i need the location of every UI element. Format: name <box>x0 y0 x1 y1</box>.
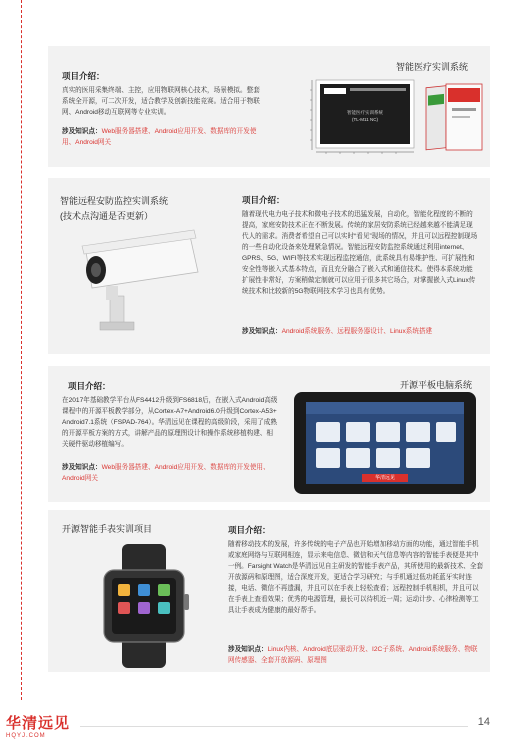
kp-text: Linux内核、Android底层驱动开发、I2C子系统、Android系统服务、物联网传感器、全套开放源码、原理图 <box>228 646 478 664</box>
intro-label: 项目介绍： <box>228 525 271 535</box>
product-boxes-image <box>424 78 486 156</box>
intro-text: 随着移动技术的发展，许多传统的电子产品也开始增加移动方面的功能，通过智能手机或家庭网络与互联网相连，显示来电信息、微信和天气信息等内容的智能手表便是其中一例。Farsight Watch是华清远见自主研发的智能手表产品，其所使用的最新技术、全套开放源码和原理图，适合深度开发，更适合学习研究；与手机通过低功耗蓝牙实时连接，电话、微信不再遗漏，并且可以在手表上轻松查看；远程控制手机相机，并且可以在手表上查看效果；优秀的电源管理，最长可以待机近一周；运动计步、心律检测等工具让手表成为健康的最好帮手。 <box>228 541 484 614</box>
device-label: 智能医疗实训系统 (TL-M11 NC) <box>347 110 383 122</box>
intro-label: 项目介绍： <box>242 195 285 205</box>
kp-label: 涉及知识点： <box>62 128 102 135</box>
intro-label: 项目介绍： <box>62 71 105 81</box>
section-subtitle: (技术点沟通是否更新） <box>60 211 153 221</box>
tablet-brand: 华清远见 <box>374 475 395 481</box>
knowledge-points <box>62 462 274 484</box>
knowledge-points <box>228 644 484 666</box>
section-title: 智能远程安防监控实训系统 <box>60 196 169 206</box>
kp-text: Android系统服务、远程服务器设计、Linux系统搭建 <box>281 328 433 335</box>
kp-text: Web服务器搭建、Android应用开发、数据库的开发使用、Android网关 <box>62 128 257 146</box>
tablet-system-card <box>48 366 490 502</box>
decorative-dashed-line <box>21 0 22 700</box>
intro-text: 真实的医用采集终端、主控，应用物联网核心技术，场景模拟。整套系统全开源，可二次开发，适合教学及创新技能竞赛。适合用于物联网、Android移动互联网等专业实训。 <box>62 87 260 116</box>
logo-text: 华清远见 <box>6 714 71 732</box>
security-system-card <box>48 178 490 354</box>
kp-label: 涉及知识点： <box>228 646 268 653</box>
watch-image <box>96 544 192 668</box>
kp-text: Web服务器搭建、Android应用开发、数据库的开发使用、Android网关 <box>62 464 270 482</box>
watch-system-card <box>48 510 490 672</box>
section-title: 开源平板电脑系统 <box>400 380 473 390</box>
kp-label: 涉及知识点： <box>242 328 282 335</box>
brand-logo <box>6 712 70 739</box>
medical-system-card <box>48 46 490 167</box>
knowledge-points <box>62 126 267 148</box>
intro-text: 随着现代电力电子技术和微电子技术的迅猛发展，自动化，智能化程度的不断的提高，家庭安防技术正在不断发展。传统的家居安防系统已经越来越不能满足现代人的需求。消费者希望自己可以实时“看见”现场的情况，并且可以远程控制现场的一些自动化设备来处理紧急情况。智能远程安防监控系统通过利用internet、GPRS、5G、WIFI等技术实现远程监控通信，此系统具有易维护性、可扩展性和安全性等嵌入式基本特点，而且充分融合了嵌入式和通信技术。使得本系统功能扩展性非常好，方案稍做定制就可以应用于很多其它场合，对掌握嵌入式Linux传统技术和比较新的5G物联网技术学习也具有优势。 <box>242 211 478 295</box>
intro-text: 在2017年基础教学平台从FS4412升级到FS6818后，在嵌入式Android高级课程中的开源平板教学部分，从Cortex-A7+Android6.0升级到Cortex-A53+ Android7.1系统（FSPAD-764）。华清远见在课程的高级阶段，采用了成熟的开源平板方案的方式，讲解产品的原理图设计和操作系统移植构建、相关硬件驱动移植编写。 <box>62 397 278 448</box>
footer-divider <box>80 726 468 727</box>
page-number: 14 <box>477 716 490 728</box>
intro-label: 项目介绍： <box>68 381 111 391</box>
kp-label: 涉及知识点： <box>62 464 102 471</box>
logo-domain: HQYJ.COM <box>6 733 46 739</box>
section-title: 开源智能手表实训项目 <box>62 524 153 534</box>
section-title: 智能医疗实训系统 <box>396 62 469 72</box>
knowledge-points <box>242 326 478 337</box>
camera-image <box>78 226 208 336</box>
